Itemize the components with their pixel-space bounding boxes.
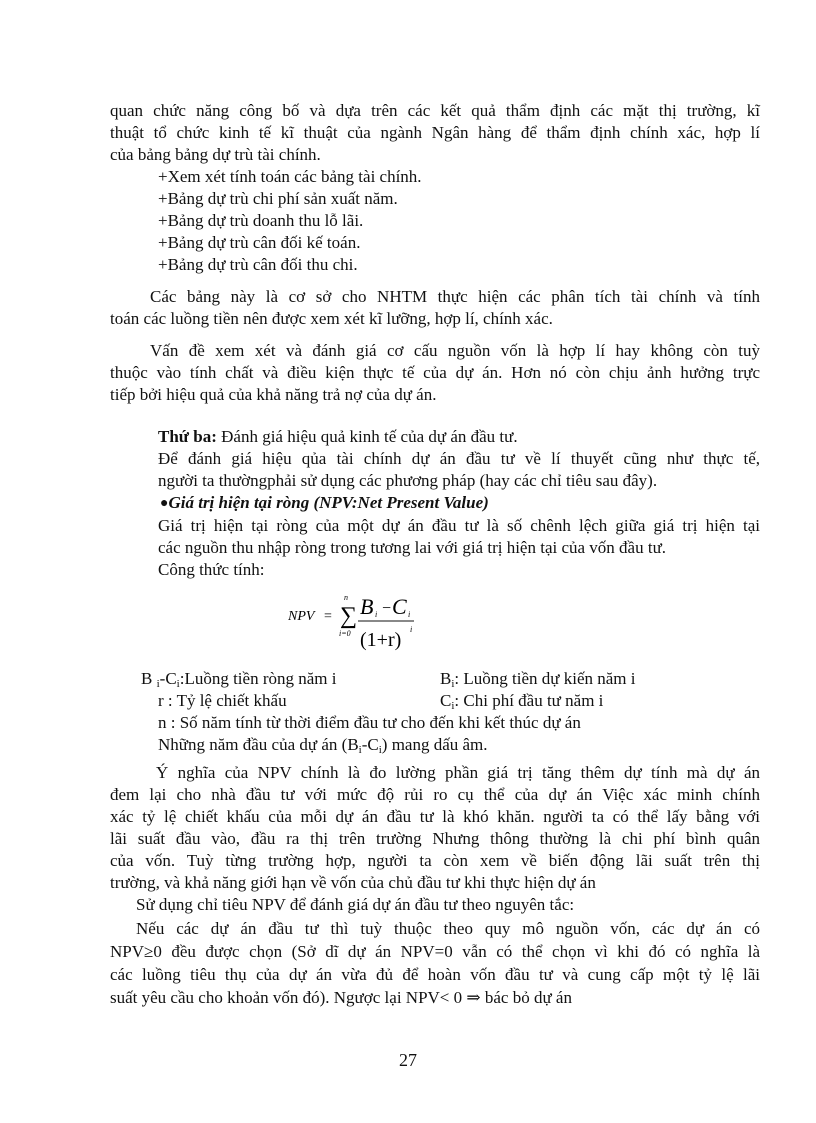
bullet-item: +Bảng dự trù cân đối thu chi.	[158, 255, 358, 274]
sum-lower-limit: i=0	[339, 629, 351, 638]
legend-years: n : Số năm tính từ thời điểm đầu tư cho đến khi kết thúc dự án	[158, 713, 581, 732]
formula-lhs: NPV	[288, 609, 315, 624]
p5-line-1: Sử dụng chỉ tiêu NPV để đánh giá dự án đầu tư theo nguyên tắc:	[136, 895, 575, 914]
sum-symbol: ∑	[340, 603, 358, 629]
p6-line-4: suất yêu cầu cho khoản vốn đó). Ngược lại NPV< 0 ⇒ bác bỏ dự án	[110, 988, 572, 1007]
bullet-item: +Bảng dự trù doanh thu lỗ lãi.	[158, 211, 364, 230]
p4-line-3: xác tỷ lệ chiết khấu của mỗi dự án đầu tư là khó khăn. người ta có thể lấy bằng với	[110, 807, 760, 826]
legend-subscript: i	[378, 744, 382, 756]
s3-line-1: Để đánh giá hiệu qủa tài chính dự án đầu tư về lí thuyết cũng như thực tế,	[158, 449, 760, 468]
npv-definition-line-2: các nguồn thu nhập ròng trong tương lai với giá trị hiện tại của vốn đầu tư.	[158, 538, 667, 557]
numerator-b: B	[360, 594, 374, 619]
npv-heading-text: Giá trị hiện tại ròng (NPV:Net Present Value)	[168, 493, 489, 512]
p1-line-1: quan chức năng công bố và dựa trên các kết quả thẩm định các mặt thị trường, kĩ	[110, 101, 760, 120]
npv-heading	[160, 492, 489, 514]
p4-line-1: Ý nghĩa của NPV chính là đo lường phần giá trị tăng thêm dự tính mà dự án	[156, 763, 760, 782]
npv-formula	[288, 586, 458, 656]
bullet-dot-icon: ●	[160, 496, 169, 511]
legend-text: -C	[361, 735, 379, 754]
p1-line-3: của bảng bảng dự trù tài chính.	[110, 145, 321, 164]
p3-line-1: Vấn đề xem xét và đánh giá cơ cấu nguồn vốn là hợp lí hay không còn tuỳ	[150, 341, 760, 360]
bullet-item: +Bảng dự trù chi phí sản xuất năm.	[158, 189, 398, 208]
p3-line-3: tiếp bởi hiệu quả của khả năng trả nợ của dự án.	[110, 385, 437, 404]
p4-line-6: trường, và khả năng giới hạn về vốn của chủ đầu tư khi thực hiện dự án	[110, 873, 596, 892]
npv-definition-line-1: Giá trị hiện tại ròng của một dự án đầu tư là số chênh lệch giữa giá trị hiện tại	[158, 516, 760, 535]
page-number: 27	[399, 1050, 417, 1070]
bullet-item: +Bảng dự trù cân đối kế toán.	[158, 233, 361, 252]
legend-text: : Luồng tiền dự kiến năm i	[454, 669, 636, 688]
legend-subscript: i	[156, 678, 160, 690]
legend-text: Những năm đầu của dự án (B	[158, 735, 359, 754]
sum-upper-limit: n	[344, 593, 348, 602]
legend-subscript: i	[358, 744, 362, 756]
legend-text: B	[141, 669, 157, 688]
legend-negative-years	[158, 734, 488, 755]
legend-subscript: i	[451, 700, 455, 712]
numerator-c: C	[392, 594, 407, 619]
section-heading	[158, 426, 518, 447]
section-heading-label: Thứ ba:	[158, 427, 217, 446]
numerator-minus: −	[382, 600, 392, 617]
p6-line-1: Nếu các dự án đầu tư thì tuỳ thuộc theo quy mô nguồn vốn, các dự án có	[136, 919, 760, 938]
section-heading-text: Đánh giá hiệu quả kinh tế của dự án đầu tư.	[216, 427, 518, 446]
legend-text: ) mang dấu âm.	[381, 735, 488, 754]
legend-discount-rate: r : Tỷ lệ chiết khấu	[158, 691, 287, 710]
legend-subscript: i	[176, 678, 180, 690]
p6-line-2: NPV≥0 đều được chọn (Sở dĩ dự án NPV=0 vẫn có thể chọn vì khi đó có nghĩa là	[110, 942, 760, 961]
p6-line-3: các luồng tiêu thụ của dự án vừa đủ để hoàn vốn đầu tư và cung cấp một tỷ lệ lãi	[110, 965, 760, 984]
p4-line-2: đem lại cho nhà đầu tư với mức độ rủi ro cụ thể của dự án Việc xác minh chính	[110, 785, 760, 804]
legend-investment-cost	[440, 690, 603, 711]
s3-line-2: người ta thườngphải sử dụng các phương pháp (hay các chỉ tiêu sau đây).	[158, 471, 658, 490]
p2-line-2: toán các luồng tiền nên được xem xét kĩ lưỡng, hợp lí, chính xác.	[110, 309, 553, 328]
legend-text: B	[440, 669, 452, 688]
p3-line-2: thuộc vào tính chất và điều kiện thực tế của dự án. Hơn nó còn chịu ảnh hưởng trực	[110, 363, 760, 382]
p4-line-4: lãi suất đầu vào, đầu ra thị trên trường Nhưng thông thường là chi phí bình quân	[110, 829, 760, 848]
formula-label: Công thức tính:	[158, 560, 265, 579]
p1-line-2: thuật tổ chức kinh tế kĩ thuật của ngành Ngân hàng để thẩm định chính xác, hợp lí	[110, 123, 760, 142]
legend-net-cashflow	[141, 668, 336, 689]
numerator-b-index: i	[375, 610, 378, 619]
legend-text: :Luồng tiền ròng năm i	[179, 669, 337, 688]
legend-expected-cashflow	[440, 668, 635, 689]
bullet-item: +Xem xét tính toán các bảng tài chính.	[158, 167, 422, 186]
p2-line-1: Các bảng này là cơ sở cho NHTM thực hiện các phân tích tài chính và tính	[150, 287, 760, 306]
numerator-c-index: i	[408, 610, 411, 619]
legend-text: C	[440, 691, 452, 710]
legend-subscript: i	[451, 678, 455, 690]
p4-line-5: của vốn. Tuỳ từng trường hợp, người ta còn xem về biến động lãi suất trên thị	[110, 851, 760, 870]
formula-equals: =	[324, 609, 332, 624]
legend-text: : Chi phí đầu tư năm i	[454, 691, 604, 710]
denominator-exponent: i	[410, 625, 413, 634]
denominator: (1+r)	[360, 629, 402, 651]
legend-text: -C	[159, 669, 177, 688]
